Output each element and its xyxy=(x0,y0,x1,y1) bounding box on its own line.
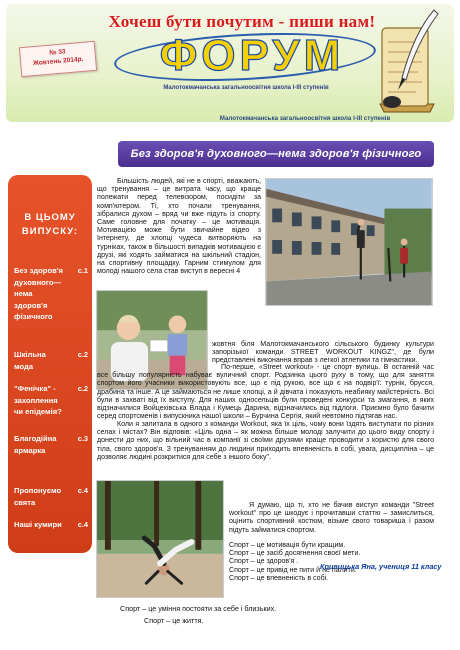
contents-title-line2: ВИПУСКУ: xyxy=(21,226,79,237)
contents-title-line1: В ЦЬОМУ xyxy=(24,212,76,223)
toc-item[interactable] xyxy=(14,349,88,372)
paragraph-intro: Більшість людей, які не в спорті, вважають, що тренування – це витрата часу, що краще полежати перед телевізором, посидіти за комп'ютером. Ті, хто почали тренування, зібралися духом – вряд чи вже підуть із спорту. Саме головне для початку – це мотивація. Мотивацією може бути звичайне відео з Інтернету, де хлопці чудеса витворяють на турніках, також в більшості випадків мотивацією є друзі, які ходять займатися на шкільний стадіон, на спортивну площадку. Гарним стимулом для молоді нашого села став виступ в вересні 4 xyxy=(97,178,261,276)
issue-tag xyxy=(19,41,97,78)
toc-item-text: Пропонуємо свята xyxy=(14,486,62,507)
toc-item-text: Без здоров'я духовного— нема здоров'я фізичного xyxy=(14,266,63,321)
paragraph-conclusion: Я думаю, що ті, хто не бачив виступ команди "Street workout" про це шкодує і прочитавши статтю – замислиться, оцінить спортивний костюм, візьме свого товариша і разом підуть займатися спортом. xyxy=(229,502,434,534)
sport-list-item: Спорт – це привід не пити й не палити. xyxy=(229,566,357,574)
toc-item-page: с.4 xyxy=(77,520,88,529)
toc-item[interactable] xyxy=(14,265,88,323)
closing-line-1: Спорт – це уміння постояти за себе і близьких. xyxy=(120,604,277,613)
logo-text: ФОРУМ xyxy=(159,31,345,80)
slogan: Хочеш бути почутим - пиши нам! xyxy=(108,12,376,31)
toc-item-page: с.1 xyxy=(77,266,88,275)
paragraph-interview: Коли я запитала в одного з команди Workout, яка їх ціль, чому вони їздять виступати по різних селах і містах? Він відповів: «Ціль одна – як можна більше молоді залучити до цього виду спорту і донести до них, що вільний час в компанії зі своїми друзями краще проводити з користю для свого тіла, свого здоров'я. З тренуванням до людини приходить впевненість в собі, увага, дисципліна – це дозволяє людині розкритися для себе з іншого боку". xyxy=(97,421,434,461)
quill-scroll-icon xyxy=(372,8,442,116)
issue-date: Жовтень 2014р. xyxy=(32,55,84,68)
sport-list-item: Спорт – це засіб досягнення своєї мети. xyxy=(229,550,361,558)
contents-title xyxy=(8,211,92,239)
paragraph-street-workout: По-перше, «Street workout» - це спорт вулиць. В останній час все більшу популярність набуває вуличний спорт. Родзинка цього руху в тому, що для заняття спортом його учасники використовують все, що є під рукою, все що є на подвір'ї: турнік, брусся, драбина та інше. А це займаються не лише хлопці, а й дівчата і показують неабияку майстерність. Всі були в захваті від їх виступу. Для наших односельців були проведені конкурси та змагання, в яких відзначилися Войцехівська Влада і Кумець Дарина, відзначились від підлоги. Приємно було бачити серед спортсменів і випускника нашої школи – Бурчина Сергія, який невтомно підтягав нас. xyxy=(97,364,434,421)
toc-item[interactable] xyxy=(14,519,88,531)
paragraph-intro-continued: жовтня біля Малотокмачанського сільського будинку культури запорізької команди STREET WORKOUT KINGZ", де були представлені виконання вправ з легкої атлетики та гімнастики. xyxy=(212,341,434,365)
toc-item[interactable] xyxy=(14,433,88,456)
logo-school-name: Малотокмачанська загальноосвітня школа І-ІІІ ступенів xyxy=(163,85,329,91)
toc-item[interactable] xyxy=(14,383,88,418)
toc-item-page: с.2 xyxy=(77,384,88,393)
toc-item-text: Наші кумири xyxy=(14,520,62,529)
photo-workout-trick xyxy=(96,480,224,598)
toc-item[interactable] xyxy=(14,485,88,508)
contents-sidebar xyxy=(8,175,92,553)
toc-item-text: "Фенічка" - захоплення чи епідемія? xyxy=(14,384,62,416)
newspaper-logo xyxy=(114,30,384,82)
toc-item-text: Шкільна мода xyxy=(14,350,46,371)
sport-list-item: Спорт – це здоров'я . xyxy=(229,558,299,566)
sport-list-item: Спорт – це впевненість в собі. xyxy=(229,574,329,582)
school-line: Малотокмачанська загальноосвітня школа І-ІІІ ступенів xyxy=(219,115,391,122)
toc-item-text: Благодійна ярмарка xyxy=(14,434,57,455)
sport-list-item: Спорт – це мотивація бути кращим. xyxy=(229,542,346,549)
masthead xyxy=(6,4,454,122)
toc-item-page: с.3 xyxy=(77,434,88,443)
toc-item-page: с.2 xyxy=(77,350,88,359)
photo-school-yard xyxy=(265,178,433,306)
closing-line-2: Спорт – це життя. xyxy=(144,616,204,625)
article-title: Без здоров'я духовного—нема здоров'я фізичного xyxy=(130,148,422,160)
author-signature: Кривицька Яна, учениця 11 класу xyxy=(320,562,442,571)
article-banner xyxy=(118,141,434,167)
issue-number: № 33 xyxy=(49,48,66,57)
toc-item-page: с.4 xyxy=(77,486,88,495)
